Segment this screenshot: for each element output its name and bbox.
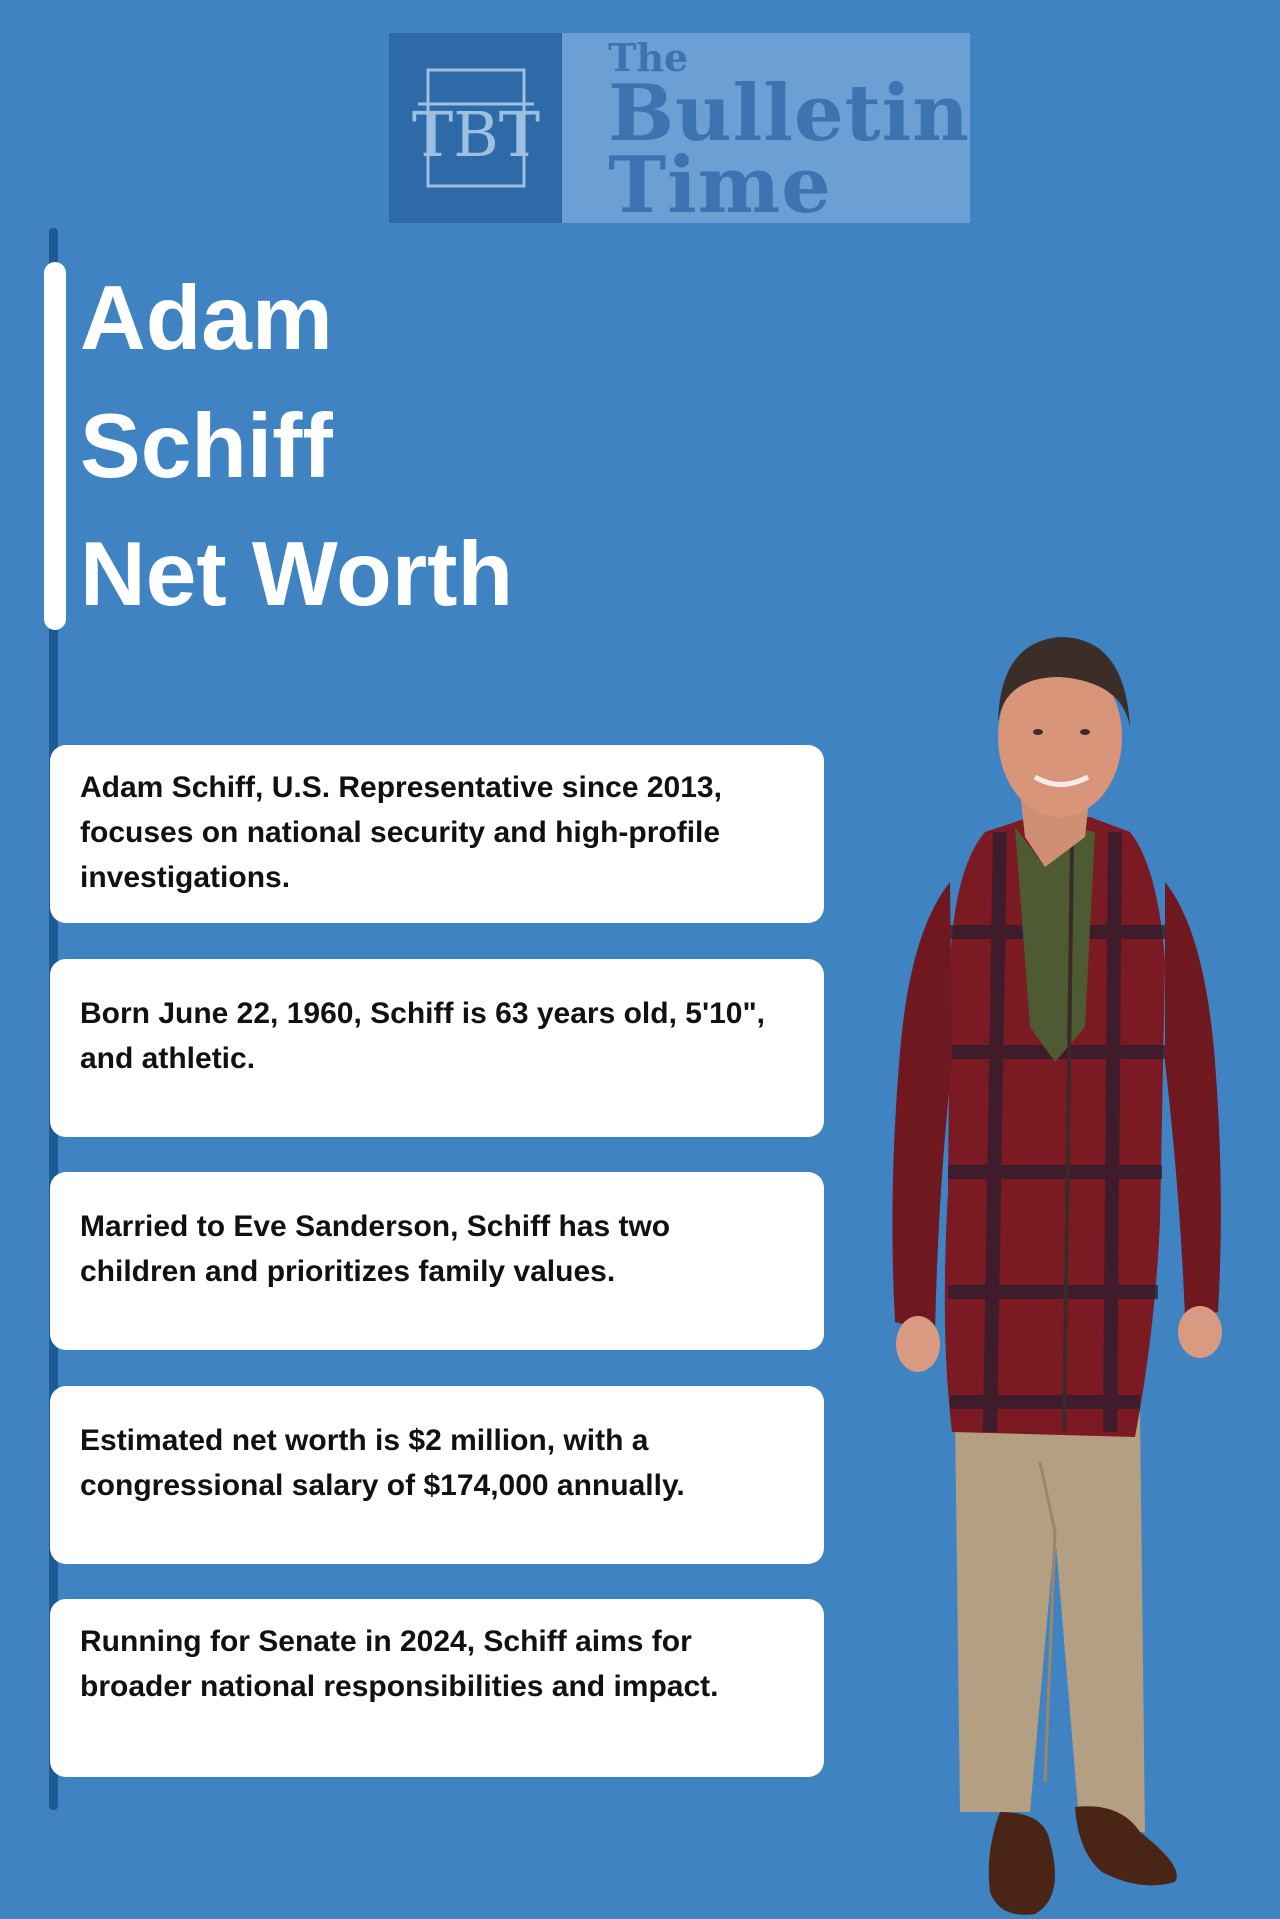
- card-text: Married to Eve Sanderson, Schiff has two children and prioritizes family values.: [80, 1210, 671, 1288]
- card-text: Estimated net worth is $2 million, with a congressional salary of $174,000 annually.: [80, 1424, 685, 1502]
- tbt-monogram-icon: [396, 48, 556, 208]
- logo-line-time: Time: [608, 140, 832, 231]
- info-card-senate: [50, 1599, 824, 1777]
- card-text: Running for Senate in 2024, Schiff aims for broader national responsibilities and impact.: [80, 1625, 719, 1703]
- logo-mark-text: TBT: [411, 98, 540, 171]
- title-line-2: Schiff: [80, 396, 333, 497]
- info-card-career: [50, 745, 824, 923]
- card-text: Adam Schiff, U.S. Representative since 2013, focuses on national security and high-profile investigations.: [80, 771, 722, 894]
- title-line-1: Adam: [80, 268, 333, 369]
- card-text: Born June 22, 1960, Schiff is 63 years old, 5'10", and athletic.: [80, 997, 766, 1075]
- page-title: [80, 255, 513, 639]
- logo-line-the: The: [608, 35, 689, 80]
- info-card-net-worth: [50, 1386, 824, 1564]
- logo-line-bulletin: Bulletin: [608, 68, 970, 159]
- person-photo: [840, 632, 1270, 1919]
- logo-mark: [389, 33, 562, 223]
- info-card-birth: [50, 959, 824, 1137]
- title-line-3: Net Worth: [80, 524, 514, 625]
- brand-logo: [389, 33, 970, 231]
- title-accent-bar: [44, 262, 66, 630]
- logo-wordmark: [562, 33, 970, 231]
- info-card-family: [50, 1172, 824, 1350]
